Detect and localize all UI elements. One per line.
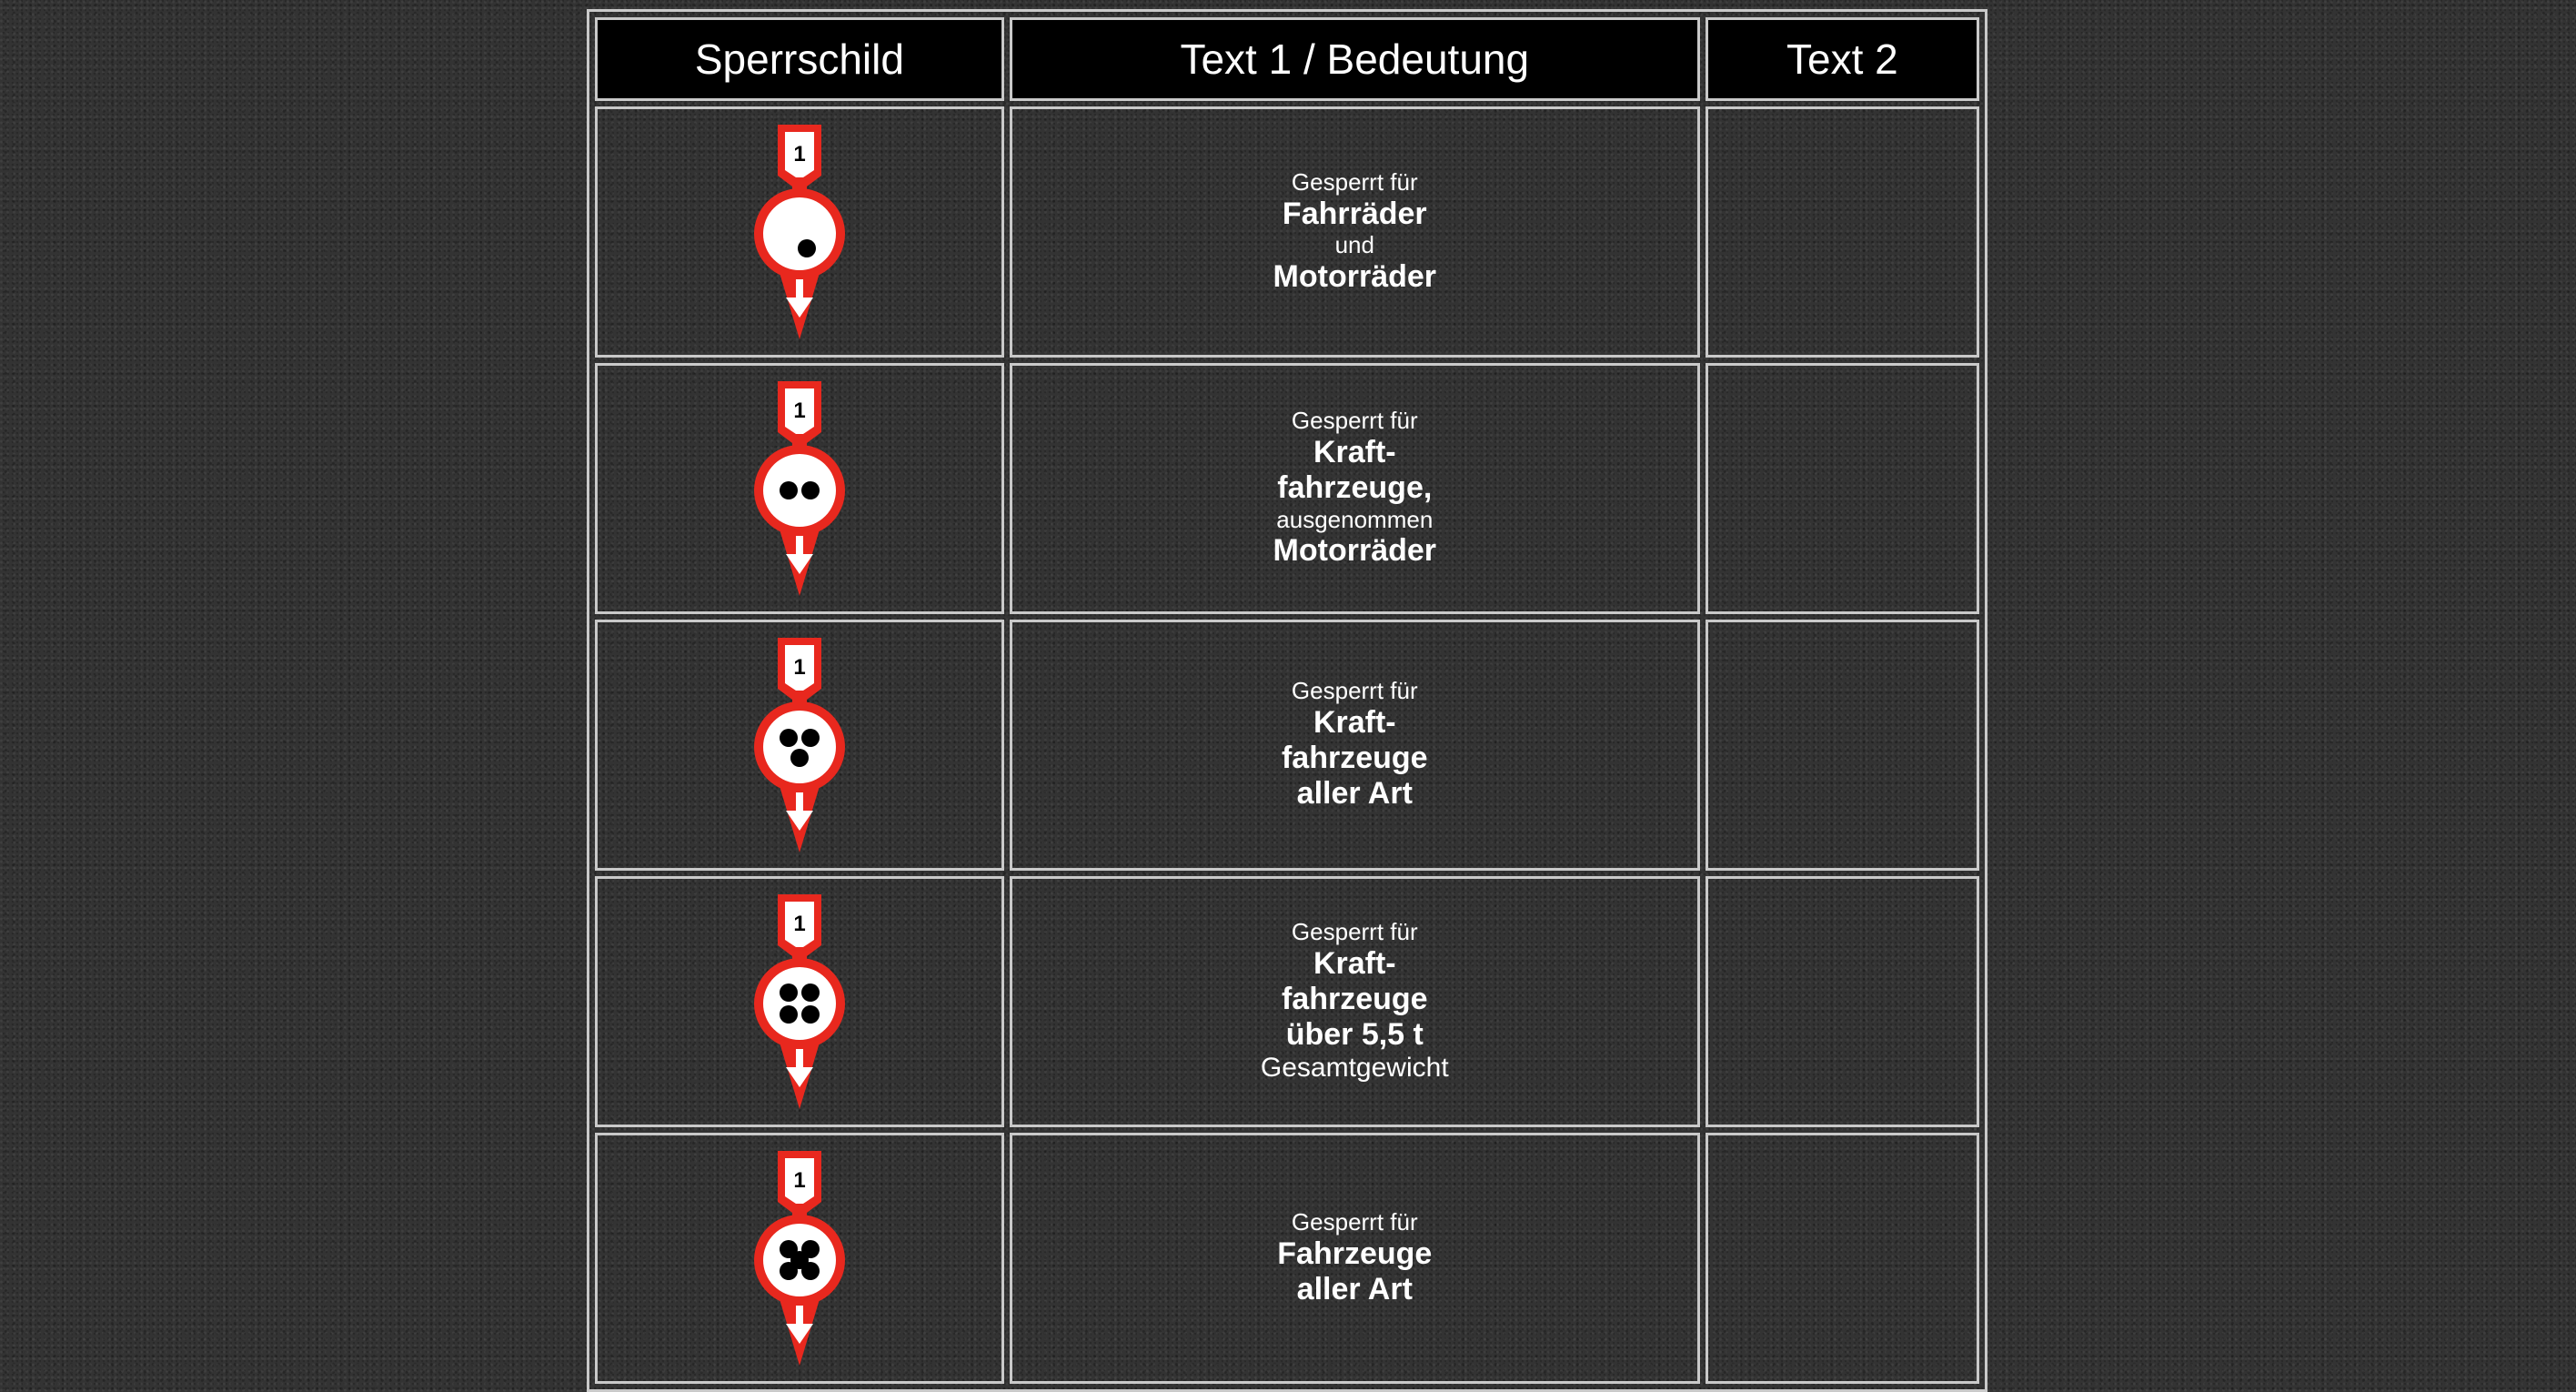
- sign-cell: [595, 620, 1004, 871]
- meaning-text: [1012, 408, 1697, 569]
- table-row: [595, 363, 1979, 614]
- sign-dot: [798, 239, 816, 257]
- table-row: [595, 876, 1979, 1127]
- sign-dot: [790, 749, 809, 767]
- header-row: [595, 17, 1979, 101]
- sign-dot: [780, 983, 798, 1002]
- meaning-line: aller Art: [1296, 776, 1413, 812]
- meaning-cell: [1010, 876, 1700, 1127]
- sign-dot: [801, 1262, 820, 1280]
- meaning-line: aller Art: [1296, 1271, 1413, 1306]
- meaning-text: [1012, 1209, 1697, 1307]
- meaning-line: Gesperrt für: [1291, 918, 1418, 946]
- sign-number: 1: [793, 142, 806, 166]
- sign-dot: [801, 729, 820, 747]
- meaning-cell: [1010, 620, 1700, 871]
- meaning-line: Gesperrt für: [1291, 407, 1418, 435]
- sign-dot: [780, 1262, 798, 1280]
- header-sperrschild: Sperrschild: [595, 17, 1004, 101]
- sign-dot: [780, 1005, 798, 1024]
- sperrschild-sign-icon: [750, 123, 850, 341]
- meaning-line: Gesamtgewicht: [1260, 1053, 1449, 1084]
- meaning-line: Kraft-: [1313, 705, 1396, 741]
- sign-number: 1: [793, 655, 806, 680]
- meaning-text: [1012, 169, 1697, 295]
- sperrschild-sign-icon: [750, 379, 850, 598]
- signs-table: [587, 9, 1987, 1392]
- meaning-line: Fahrzeuge: [1277, 1236, 1433, 1271]
- sign-dot: [801, 983, 820, 1002]
- meaning-line: fahrzeuge: [1281, 741, 1428, 776]
- sign-dot: [801, 481, 820, 499]
- header-text1-bedeutung: Text 1 / Bedeutung: [1010, 17, 1700, 101]
- text2-cell: [1706, 106, 1979, 358]
- text2-cell: [1706, 876, 1979, 1127]
- header-text2: Text 2: [1706, 17, 1979, 101]
- meaning-text: [1012, 919, 1697, 1084]
- meaning-line: ausgenommen: [1276, 505, 1434, 533]
- sign-cell: [595, 1133, 1004, 1384]
- meaning-line: Fahrräder: [1282, 196, 1427, 231]
- meaning-line: Gesperrt für: [1291, 677, 1418, 705]
- meaning-line: Motorräder: [1273, 258, 1437, 294]
- meaning-cell: [1010, 363, 1700, 614]
- meaning-cell: [1010, 106, 1700, 358]
- sign-cell: [595, 876, 1004, 1127]
- sign-number: 1: [793, 912, 806, 936]
- table-row: [595, 1133, 1979, 1384]
- sperrschild-sign-icon: [750, 893, 850, 1111]
- sign-number: 1: [793, 398, 806, 423]
- meaning-line: Kraft-: [1313, 946, 1396, 982]
- sign-dot: [780, 729, 798, 747]
- text2-cell: [1706, 1133, 1979, 1384]
- sign-number: 1: [793, 1168, 806, 1193]
- sign-dot: [801, 1005, 820, 1024]
- meaning-line: Gesperrt für: [1291, 1207, 1418, 1236]
- meaning-line: fahrzeuge,: [1277, 470, 1433, 506]
- signs-table-wrapper: [587, 9, 1987, 1392]
- meaning-line: Kraft-: [1313, 435, 1396, 470]
- meaning-line: und: [1334, 231, 1374, 258]
- sperrschild-sign-icon: [750, 636, 850, 854]
- meaning-line: Gesperrt für: [1291, 168, 1418, 197]
- meaning-cell: [1010, 1133, 1700, 1384]
- sign-cell: [595, 106, 1004, 358]
- meaning-line: über 5,5 t: [1285, 1017, 1424, 1053]
- meaning-line: Motorräder: [1273, 533, 1437, 569]
- table-row: [595, 620, 1979, 871]
- meaning-text: [1012, 678, 1697, 812]
- sign-cell: [595, 363, 1004, 614]
- text2-cell: [1706, 363, 1979, 614]
- sign-dot: [780, 481, 798, 499]
- text2-cell: [1706, 620, 1979, 871]
- meaning-line: fahrzeuge: [1281, 982, 1428, 1017]
- sperrschild-sign-icon: [750, 1149, 850, 1367]
- table-row: [595, 106, 1979, 358]
